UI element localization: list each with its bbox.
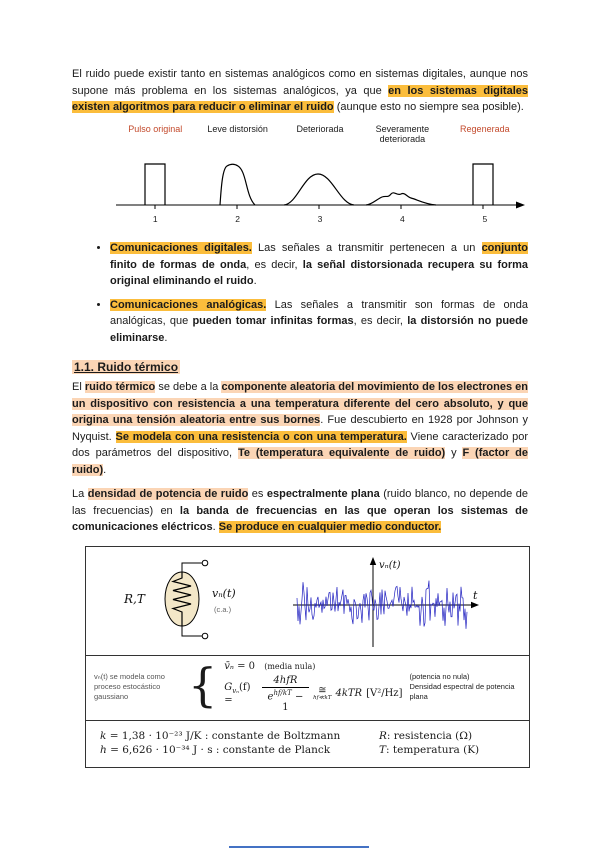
pulse-slight-distortion-waveform xyxy=(220,164,255,205)
psd-note-power: (potencia no nula) xyxy=(409,671,470,681)
noise-voltage-label: vₙ(t) xyxy=(212,586,236,600)
pulse-original-waveform xyxy=(145,164,165,205)
text-segment: espectralmente plana xyxy=(266,488,380,501)
text-segment: pueden tomar infinitas formas xyxy=(192,315,354,328)
text-segment: . xyxy=(164,331,168,344)
brace-glyph: { xyxy=(187,657,218,712)
plot-x-label: t xyxy=(473,588,478,602)
text-segment: . xyxy=(103,463,107,476)
text-segment: , es decir, xyxy=(353,315,408,328)
constant-symbol: h xyxy=(100,744,107,757)
constant-desc: : constante de Boltzmann xyxy=(201,730,341,743)
time-axis-arrow-icon xyxy=(516,202,525,209)
stage-number: 1 xyxy=(152,214,158,225)
bullet-list xyxy=(72,240,528,346)
psd-units: [V²/Hz] xyxy=(366,688,403,700)
text-segment: componente aleatoria del movimiento de los electrones en un dispositivo con resistencia a una temperatura diferente del cero absoluto, y que origina una tensión aleatoria entre sus bornes xyxy=(72,381,528,427)
figure-model-row xyxy=(86,655,529,720)
text-segment: . Fue descubierto en 1928 por Johnson y Nyquist. xyxy=(72,414,529,443)
mean-equation xyxy=(224,661,402,672)
terminal-bottom xyxy=(202,633,208,639)
quantity-desc: : resistencia (Ω) xyxy=(386,730,473,743)
constant-value: = 6,626 · 10⁻³⁴ J · s xyxy=(106,744,213,757)
text-segment: Te (temperatura equivalente de ruido) xyxy=(237,447,446,460)
resistor-circuit-diagram xyxy=(98,555,268,651)
density-paragraph xyxy=(72,486,528,536)
text-segment: en los sistemas digitales existen algoritmos para reducir o eliminar el ruido xyxy=(72,84,528,113)
stage-label-deteriorated: Deteriorada xyxy=(296,123,344,134)
text-segment: El ruido puede existir tanto en sistemas analógicos como en sistemas digitales, aunque nos supone más problema en los sistemas analógicos, ya que xyxy=(72,68,528,97)
constant-row-boltzmann xyxy=(100,730,515,742)
text-segment: Viene caracterizado por dos parámetros del dispositivo, xyxy=(72,430,528,460)
stage-numbers xyxy=(114,214,526,224)
constant-row-planck xyxy=(100,744,515,756)
text-segment: la señal distorsionada recupera su forma original eliminando el ruido xyxy=(110,258,529,288)
mean-rhs: = 0 xyxy=(237,660,256,672)
stage-number: 4 xyxy=(400,214,405,225)
bullet-text xyxy=(110,299,528,344)
bullet-text xyxy=(110,242,528,287)
text-segment: Comunicaciones digitales. xyxy=(110,242,252,255)
text-segment: Las señales a transmitir pertenecen a un xyxy=(251,242,482,255)
text-segment: El xyxy=(72,381,85,394)
psd-notes xyxy=(409,672,521,702)
text-segment: . xyxy=(212,521,219,534)
quantity-symbol: T xyxy=(379,744,387,757)
bullet-item-analog xyxy=(110,297,528,347)
pulse-deteriorated-waveform xyxy=(284,174,354,205)
psd-fraction: $\frac{\text{4hfR}}{e^{hf/kT} - 1}$ xyxy=(262,675,309,713)
stage-number: 5 xyxy=(482,214,488,225)
text-segment: F (factor de ruido) xyxy=(72,447,528,476)
stage-label-slight: Leve distorsión xyxy=(207,123,268,134)
text-segment: La xyxy=(72,488,88,501)
intro-paragraph xyxy=(72,66,528,116)
constant-symbol: k xyxy=(100,730,107,743)
axis-tick-marks xyxy=(155,205,483,209)
bullet-item-digital xyxy=(110,240,528,290)
text-segment: , es decir, xyxy=(246,258,303,271)
wire-bottom xyxy=(182,626,202,636)
stage-labels xyxy=(114,124,526,145)
text-segment: (aunque esto no siempre sea posible). xyxy=(333,101,524,113)
figure-circuit-row xyxy=(86,547,529,655)
psd-lhs: $G_{v_n}(f)$ = xyxy=(224,681,251,706)
stage-number: 3 xyxy=(317,214,323,225)
text-segment: y xyxy=(445,447,463,460)
text-segment: ruido térmico xyxy=(84,381,156,394)
wire-top xyxy=(182,563,202,572)
mean-note: (media nula) xyxy=(264,661,316,671)
text-segment: Se modela con una resistencia o con una temperatura. xyxy=(115,430,407,443)
text-segment: finito de formas de onda xyxy=(110,258,247,271)
coupling-label: (c.a.) xyxy=(214,604,232,614)
resistor-label: R,T xyxy=(124,591,145,606)
text-segment: densidad de potencia de ruido xyxy=(87,488,249,501)
quantity-desc: : temperatura (K) xyxy=(386,744,480,757)
psd-rhs: 4kTR xyxy=(335,688,363,700)
text-segment: conjunto xyxy=(481,242,528,255)
psd-note-flat: Densidad espectral de potencia plana xyxy=(409,681,515,701)
terminal-top xyxy=(202,560,208,566)
constant-desc: : constante de Planck xyxy=(212,744,331,757)
section-heading: 1.1. Ruido térmico xyxy=(74,360,179,375)
stage-label-severe: Severamente deteriorada xyxy=(375,123,430,144)
quantity-symbol: R xyxy=(379,730,387,743)
text-segment: . xyxy=(253,275,257,288)
pulse-waveforms-canvas xyxy=(114,147,526,213)
stage-label-regenerated: Regenerada xyxy=(460,123,510,134)
thermal-paragraph xyxy=(72,379,528,478)
plot-y-label: vₙ(t) xyxy=(379,559,401,571)
text-segment: Se produce en cualquier medio conductor. xyxy=(218,521,442,534)
text-segment: Las señales a transmitir son formas de onda analógicas, que xyxy=(110,298,528,328)
thermal-noise-figure xyxy=(85,546,530,768)
model-equations xyxy=(224,661,402,713)
text-segment: (ruido blanco, no depende de las frecuencias) en xyxy=(72,488,529,517)
x-axis-arrow-icon xyxy=(471,601,479,607)
text-segment: la distorsión no puede eliminarse xyxy=(110,315,529,344)
stage-label-original: Pulso original xyxy=(128,123,183,134)
psd-equation xyxy=(224,675,402,713)
text-segment: la banda de frecuencias en las que operan los sistemas de comunicaciones eléctricos xyxy=(72,504,528,534)
pulse-regenerated-waveform xyxy=(473,164,493,205)
text-segment: es xyxy=(248,488,267,501)
mean-lhs: v̄ₙ xyxy=(224,660,234,672)
model-note: vₙ(t) se modela como proceso estocástico gaussiano xyxy=(94,671,165,701)
noise-signal-plot xyxy=(285,555,485,651)
approx-symbol: ≅ hf≪kT xyxy=(313,685,332,702)
y-axis-arrow-icon xyxy=(370,557,376,565)
pulse-severely-deteriorated-waveform xyxy=(366,193,436,205)
constant-value: = 1,38 · 10⁻²³ J/K xyxy=(106,730,202,743)
figure-constants-row xyxy=(86,720,529,767)
stage-number: 2 xyxy=(235,214,240,225)
text-segment: se debe a la xyxy=(155,381,222,394)
pulse-stages-figure xyxy=(114,124,526,225)
text-segment: Comunicaciones analógicas. xyxy=(110,298,267,311)
